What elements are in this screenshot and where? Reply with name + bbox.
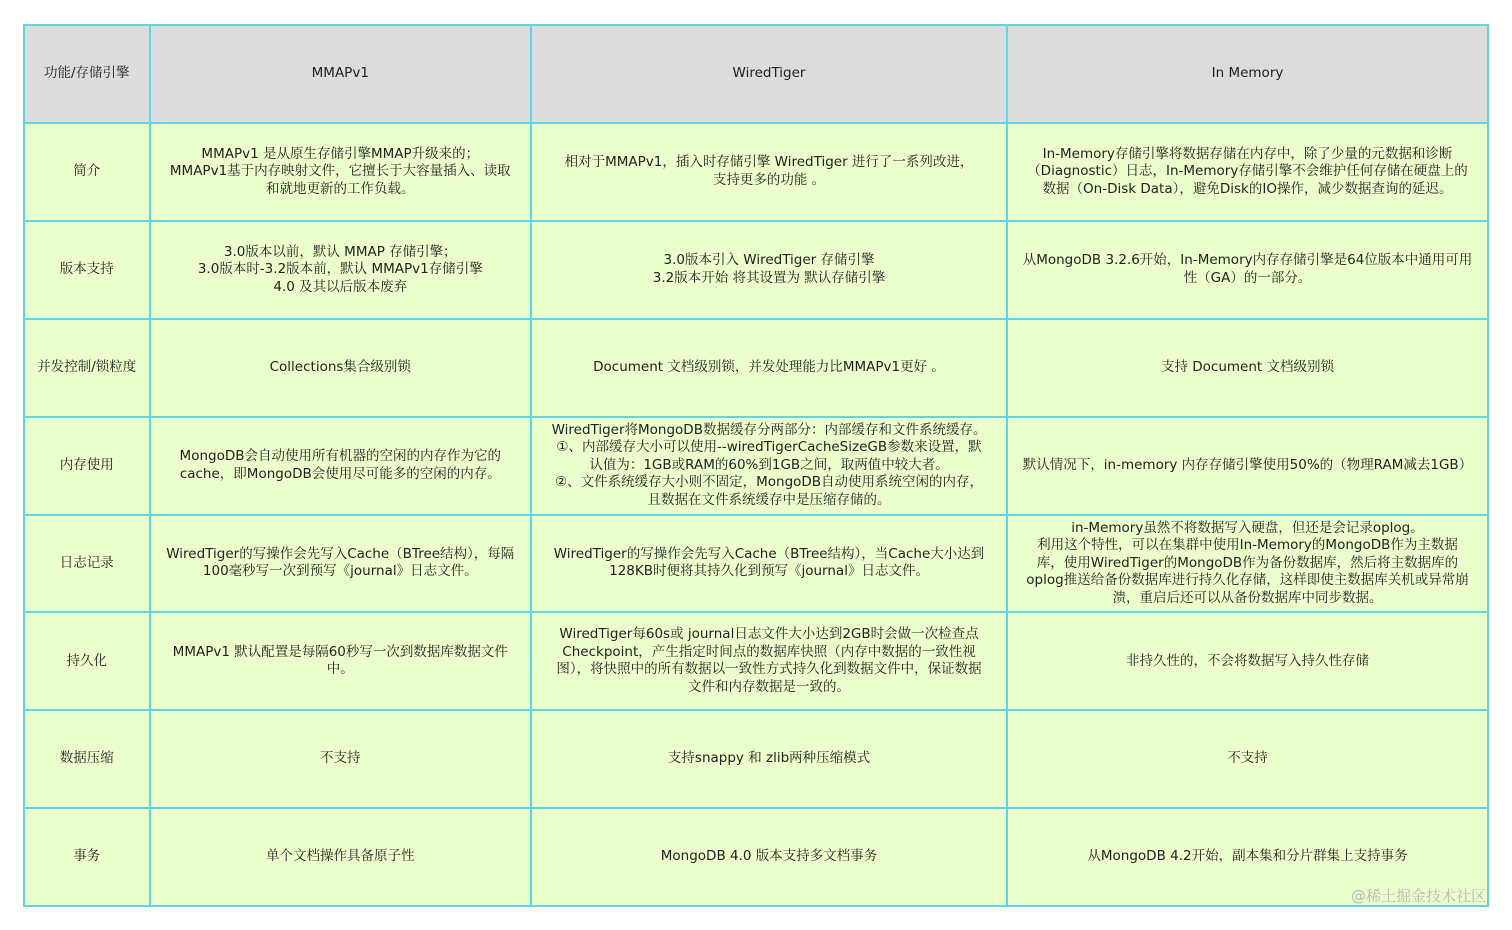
inmemory-cell: 支持 Document 文档级别锁: [1007, 319, 1488, 417]
header-cell-inmemory: In Memory: [1007, 25, 1488, 123]
mmapv1-cell: WiredTiger的写操作会先写入Cache（BTree结构），每隔 100毫秒写一次到预写《journal》日志文件。: [150, 515, 532, 613]
feature-cell: 并发控制/锁粒度: [24, 319, 150, 417]
wiredtiger-cell: 3.0版本引入 WiredTiger 存储引擎 3.2版本开始 将其设置为 默认存储引擎: [531, 221, 1007, 319]
mmapv1-cell: 不支持: [150, 710, 532, 808]
wiredtiger-cell: 相对于MMAPv1，插入时存储引擎 WiredTiger 进行了一系列改进， 支持更多的功能 。: [531, 123, 1007, 221]
mmapv1-cell: 3.0版本以前，默认 MMAP 存储引擎； 3.0版本时-3.2版本前，默认 MMAPv1存储引擎 4.0 及其以后版本废弃: [150, 221, 532, 319]
feature-cell: 日志记录: [24, 515, 150, 613]
inmemory-cell: 默认情况下，in-memory 内存存储引擎使用50%的（物理RAM减去1GB）: [1007, 417, 1488, 515]
engine-comparison-table: [23, 24, 1489, 907]
feature-cell: 内存使用: [24, 417, 150, 515]
feature-cell: 持久化: [24, 612, 150, 710]
table-row: [24, 221, 1488, 319]
mmapv1-cell: MongoDB会自动使用所有机器的空闲的内存作为它的 cache，即MongoDB会使用尽可能多的空闲的内存。: [150, 417, 532, 515]
watermark: @稀土掘金技术社区: [1350, 887, 1486, 905]
inmemory-cell: 非持久性的，不会将数据写入持久性存储: [1007, 612, 1488, 710]
wiredtiger-cell: WiredTiger每60s或 journal日志文件大小达到2GB时会做一次检查点 Checkpoint，产生指定时间点的数据库快照（内存中数据的一致性视 图），将快照中的所有数据以一致性方式持久化到数据文件中，保证数据 文件和内存数据是一致的。: [531, 612, 1007, 710]
feature-cell: 数据压缩: [24, 710, 150, 808]
inmemory-cell: 从MongoDB 3.2.6开始，In-Memory内存存储引擎是64位版本中通用可用 性（GA）的一部分。: [1007, 221, 1488, 319]
header-cell-mmapv1: MMAPv1: [150, 25, 532, 123]
wiredtiger-cell: MongoDB 4.0 版本支持多文档事务: [531, 808, 1007, 906]
mmapv1-cell: MMAPv1 是从原生存储引擎MMAP升级来的； MMAPv1基于内存映射文件，它擅长于大容量插入、读取 和就地更新的工作负载。: [150, 123, 532, 221]
inmemory-cell: 从MongoDB 4.2开始，副本集和分片群集上支持事务: [1007, 808, 1488, 906]
header-cell-wiredtiger: WiredTiger: [531, 25, 1007, 123]
mmapv1-cell: MMAPv1 默认配置是每隔60秒写一次到数据库数据文件 中。: [150, 612, 532, 710]
table-row: [24, 612, 1488, 710]
wiredtiger-cell: WiredTiger的写操作会先写入Cache（BTree结构），当Cache大小达到 128KB时便将其持久化到预写《journal》日志文件。: [531, 515, 1007, 613]
mmapv1-cell: Collections集合级别锁: [150, 319, 532, 417]
table-row: [24, 417, 1488, 515]
inmemory-cell: In-Memory存储引擎将数据存储在内存中，除了少量的元数据和诊断 （Diagnostic）日志，In-Memory存储引擎不会维护任何存储在硬盘上的 数据（On-Disk Data），避免Disk的IO操作，减少数据查询的延迟。: [1007, 123, 1488, 221]
feature-cell: 事务: [24, 808, 150, 906]
feature-cell: 版本支持: [24, 221, 150, 319]
inmemory-cell: 不支持: [1007, 710, 1488, 808]
table-row: [24, 123, 1488, 221]
table-row: [24, 515, 1488, 613]
wiredtiger-cell: Document 文档级别锁，并发处理能力比MMAPv1更好 。: [531, 319, 1007, 417]
header-row: [24, 25, 1488, 123]
table-row: [24, 710, 1488, 808]
wiredtiger-cell: 支持snappy 和 zlib两种压缩模式: [531, 710, 1007, 808]
table-row: [24, 319, 1488, 417]
mmapv1-cell: 单个文档操作具备原子性: [150, 808, 532, 906]
feature-cell: 简介: [24, 123, 150, 221]
table-row: [24, 808, 1488, 906]
header-cell-feature: 功能/存储引擎: [24, 25, 150, 123]
inmemory-cell: in-Memory虽然不将数据写入硬盘，但还是会记录oplog。 利用这个特性，可以在集群中使用In-Memory的MongoDB作为主数据 库，使用WiredTiger的MongoDB作为备份数据库，然后将主数据库的 oplog推送给备份数据库进行持久化存储，这样即使主数据库关机或异常崩 溃，重启后还可以从备份数据库中同步数据。: [1007, 515, 1488, 613]
wiredtiger-cell: WiredTiger将MongoDB数据缓存分两部分：内部缓存和文件系统缓存。 ①、内部缓存大小可以使用--wiredTigerCacheSizeGB参数来设置，默 认值为：1GB或RAM的60%到1GB之间，取两值中较大者。 ②、文件系统缓存大小则不固定，MongoDB自动使用系统空闲的内存， 且数据在文件系统缓存中是压缩存储的。: [531, 417, 1007, 515]
